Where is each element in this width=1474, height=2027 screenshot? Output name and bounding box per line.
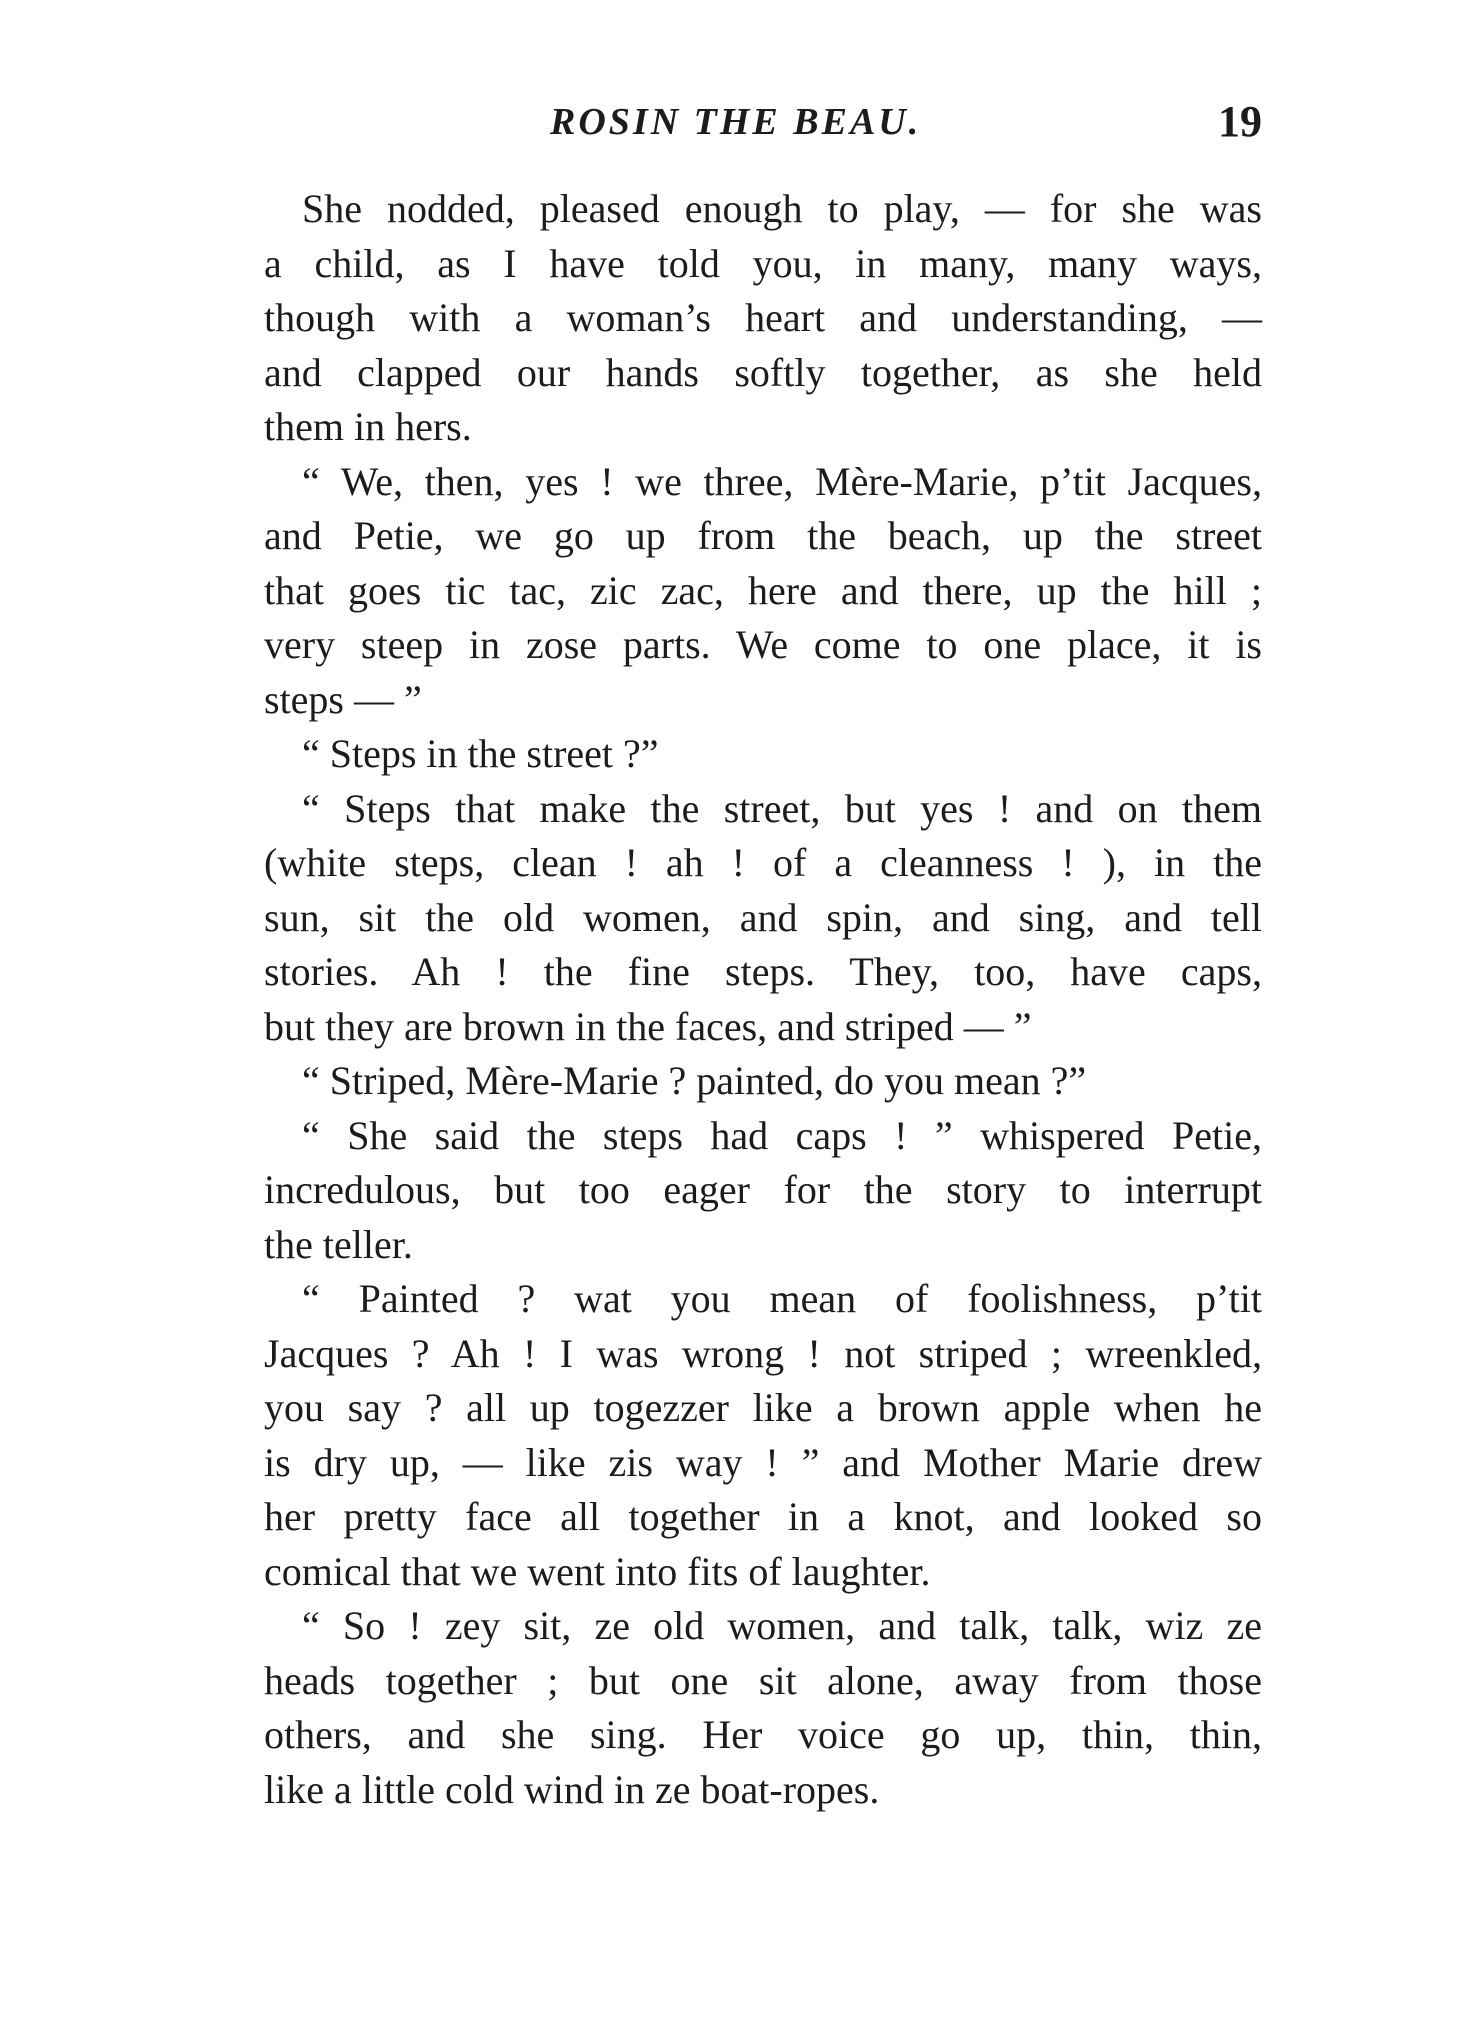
text-line: steps — ” bbox=[264, 676, 422, 722]
text-line: that goes tic tac, zic zac, here and there, up the hill ; bbox=[264, 567, 1262, 613]
text-line: and clapped our hands softly together, as she held bbox=[264, 349, 1262, 395]
running-title: ROSIN THE BEAU. bbox=[550, 101, 922, 143]
text-line: “ We, then, yes ! we three, Mère-Marie, p’tit Jacques, bbox=[302, 458, 1262, 504]
text-line: (white steps, clean ! ah ! of a cleanness ! ), in the bbox=[264, 840, 1262, 885]
page-number: 19 bbox=[1218, 97, 1262, 146]
text-line: you say ? all up togezzer like a brown apple when he bbox=[264, 1385, 1262, 1430]
text-line: though with a woman’s heart and understanding, — bbox=[264, 295, 1262, 340]
text-line: stories. Ah ! the fine steps. They, too, have caps, bbox=[264, 949, 1262, 994]
text-line: sun, sit the old women, and spin, and sing, and tell bbox=[264, 894, 1262, 940]
text-line: them in hers. bbox=[264, 404, 472, 449]
text-line: Jacques ? Ah ! I was wrong ! not striped ; wreenkled, bbox=[264, 1330, 1262, 1376]
text-line: She nodded, pleased enough to play, — for she was bbox=[302, 186, 1262, 231]
text-line: “ So ! zey sit, ze old women, and talk, talk, wiz ze bbox=[302, 1603, 1262, 1648]
text-line: “ Steps that make the street, but yes ! and on them bbox=[302, 785, 1262, 831]
text-line: very steep in zose parts. We come to one place, it is bbox=[264, 622, 1262, 667]
text-line: the teller. bbox=[264, 1221, 413, 1267]
text-line: heads together ; but one sit alone, away from those bbox=[264, 1657, 1262, 1703]
text-line: a child, as I have told you, in many, many ways, bbox=[264, 240, 1262, 286]
text-line: comical that we went into fits of laughter. bbox=[264, 1548, 931, 1594]
text-line: “ She said the steps had caps ! ” whispered Petie, bbox=[302, 1112, 1262, 1158]
text-line: and Petie, we go up from the beach, up the street bbox=[264, 513, 1262, 558]
text-line: “ Steps in the street ?” bbox=[302, 731, 659, 776]
text-line: “ Painted ? wat you mean of foolishness, p’tit bbox=[302, 1276, 1262, 1321]
text-line: like a little cold wind in ze boat-ropes. bbox=[264, 1766, 880, 1812]
text-line: “ Striped, Mère-Marie ? painted, do you mean ?” bbox=[302, 1058, 1087, 1103]
page-header bbox=[0, 97, 1474, 160]
text-line: others, and she sing. Her voice go up, thin, thin, bbox=[264, 1712, 1262, 1757]
text-line: but they are brown in the faces, and striped — ” bbox=[264, 1003, 1032, 1049]
text-line: is dry up, — like zis way ! ” and Mother Marie drew bbox=[264, 1439, 1262, 1485]
text-line: her pretty face all together in a knot, and looked so bbox=[264, 1494, 1262, 1539]
body-text bbox=[264, 182, 1262, 1817]
text-line: incredulous, but too eager for the story to interrupt bbox=[264, 1167, 1262, 1212]
